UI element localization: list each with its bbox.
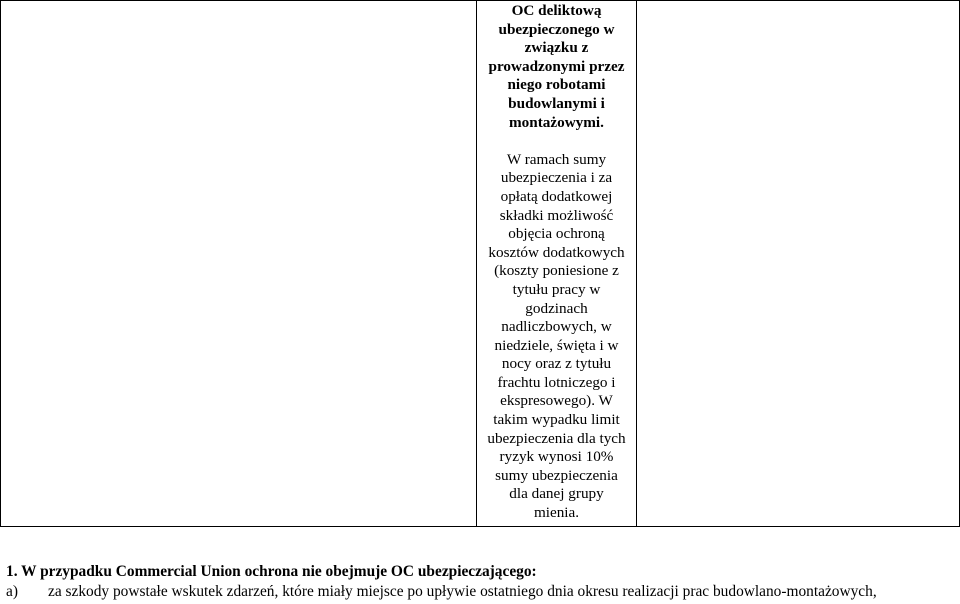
list-item-text: za szkody powstałe wskutek zdarzeń, które miały miejsce po upływie ostatniego dnia okresu realizacji prac budowlano-montażowych,	[48, 583, 877, 600]
text-line: OC deliktową	[511, 2, 602, 19]
text-line: nocy oraz z tytułu	[501, 355, 612, 373]
text-line: kosztów dodatkowych	[488, 243, 625, 261]
text-line: frachtu lotniczego i	[497, 373, 616, 391]
text-line: dla danej grupy	[509, 485, 604, 503]
text-line: objęcia ochroną	[508, 225, 605, 243]
text-line: składki możliwość	[499, 206, 614, 224]
text-line: sumy ubezpieczenia	[495, 466, 618, 484]
text-line: nadliczbowych, w	[501, 318, 612, 336]
text-line: niedziele, święta i w	[494, 336, 619, 354]
list-item-marker: a)	[6, 583, 18, 600]
text-line: godzinach	[525, 299, 588, 317]
middle-cell-text	[477, 2, 636, 523]
text-line: (koszty poniesione z	[494, 262, 619, 280]
cell-bold-paragraph	[477, 2, 636, 132]
text-line: niego robotami	[507, 76, 606, 94]
text-line: montażowymi.	[509, 113, 604, 131]
text-line: prowadzonymi przez	[488, 57, 625, 75]
paragraph-spacer	[477, 132, 636, 151]
text-line: W ramach sumy	[506, 150, 607, 168]
text-line: ryzyk wynosi 10%	[499, 448, 614, 466]
cell-normal-paragraph	[477, 151, 636, 523]
list-item	[6, 583, 877, 601]
text-line: takim wypadku limit	[493, 411, 620, 429]
text-line: mienia.	[533, 504, 580, 522]
text-line: opłatą dodatkowej	[500, 187, 613, 205]
table-cell-right	[636, 0, 960, 527]
text-line: związku z	[524, 39, 589, 57]
text-line: budowlanymi i	[508, 94, 605, 112]
text-line: ubezpieczenia i za	[500, 169, 613, 187]
table-cell-left	[0, 0, 477, 527]
text-line: tytułu pracy w	[512, 280, 601, 298]
section-heading: 1. W przypadku Commercial Union ochrona nie obejmuje OC ubezpieczającego:	[6, 563, 537, 580]
text-line: ubezpieczenia dla tych	[487, 429, 626, 447]
text-line: ubezpieczonego w	[498, 20, 615, 38]
text-line: ekspresowego). W	[500, 392, 613, 410]
